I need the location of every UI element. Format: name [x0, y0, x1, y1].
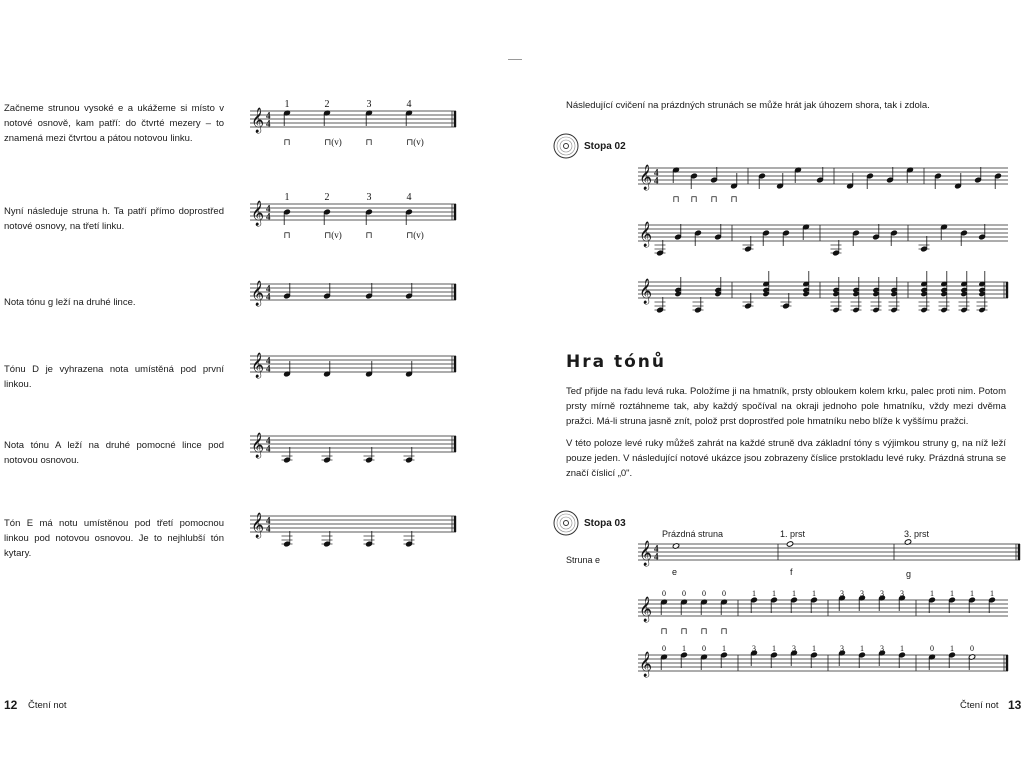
fingering-number: 1	[772, 589, 776, 598]
finger-number: 4	[406, 99, 412, 110]
fingering-number: 0	[702, 644, 706, 653]
staff-exercise-2	[638, 219, 1010, 263]
staff-string-b	[250, 188, 462, 248]
track-02-label: Stopa 02	[584, 140, 626, 152]
string-label: Struna e	[566, 555, 601, 565]
fingering-number: 3	[880, 644, 884, 653]
page-label-right: Čtení not	[960, 700, 999, 711]
stroke-mark: ⊓(v)	[324, 137, 342, 147]
cd-icon	[553, 510, 579, 536]
finger-number: 1	[284, 99, 290, 110]
treble-clef-icon: 𝄞	[639, 540, 653, 565]
treble-clef-icon: 𝄞	[639, 221, 653, 246]
time-signature-top: 4	[266, 355, 271, 366]
staff-string-low-e	[250, 508, 462, 560]
track-02	[553, 133, 626, 159]
stroke-mark: ⊓	[720, 626, 728, 636]
page-number-left: 12	[4, 698, 18, 712]
label-third-finger: 3. prst	[904, 529, 930, 539]
staff-exercise-1	[638, 160, 1010, 208]
stroke-mark: ⊓	[730, 194, 738, 204]
text-string-low-e: Tón E má notu umístěnou pod třetí pomocnou linkou pod notovou osnovou. Je to nejhlubší tón kytary.	[4, 518, 224, 559]
staff-fingering-2	[638, 645, 1010, 689]
text-string-a: Nota tónu A leží na druhé pomocné lince pod notovou osnovou.	[4, 440, 224, 466]
time-signature-top: 4	[266, 203, 271, 214]
staff-string-g	[250, 278, 462, 318]
center-fold-mark	[508, 59, 522, 60]
staff-string-e	[250, 95, 462, 155]
page-label-left: Čtení not	[28, 700, 67, 711]
label-open-string: Prázdná struna	[662, 529, 724, 539]
finger-number: 1	[284, 192, 290, 203]
stroke-mark: ⊓	[690, 194, 698, 204]
fingering-number: 1	[990, 589, 994, 598]
stroke-mark: ⊓	[660, 626, 668, 636]
time-signature-bottom: 4	[266, 211, 271, 222]
finger-number: 2	[324, 99, 330, 110]
intro-text: Následující cvičení na prázdných strunách se může hrát jak úhozem shora, tak i zdola.	[566, 100, 930, 111]
stroke-mark: ⊓	[283, 137, 291, 147]
section-heading: Hra tónů	[566, 352, 667, 372]
fingering-number: 1	[930, 589, 934, 598]
paragraph-left-hand: Teď přijde na řadu levá ruka. Položíme ji na hmatník, prsty obloukem kolem krku, palec proti nim. Potom prsty mírně roztáhneme tak, aby každý spočíval na okraji jednoho pole hmatníku, vždy mezi dvěma pražci. Má-li struna jasně znít, polož prst doprostřed pole hmatníku nebo blíže k vyššímu pražci.	[566, 386, 1006, 427]
time-signature-bottom: 4	[266, 291, 271, 302]
fingering-number: 0	[970, 644, 974, 653]
staff-positions	[638, 538, 1022, 582]
fingering-number: 3	[840, 644, 844, 653]
stroke-mark: ⊓(v)	[324, 230, 342, 240]
treble-clef-icon: 𝄞	[251, 512, 265, 537]
note-name-g: g	[906, 569, 912, 579]
fingering-number: 0	[702, 589, 706, 598]
treble-clef-icon: 𝄞	[639, 596, 653, 621]
fingering-number: 0	[930, 644, 934, 653]
finger-number: 3	[366, 99, 372, 110]
time-signature-bottom: 4	[654, 551, 659, 562]
stroke-mark: ⊓(v)	[406, 137, 424, 147]
time-signature-bottom: 4	[266, 118, 271, 129]
time-signature-bottom: 4	[266, 523, 271, 534]
treble-clef-icon: 𝄞	[639, 651, 653, 676]
text-string-b: Nyní následuje struna h. Ta patří přímo doprostřed notové osnovy, na třetí linku.	[4, 206, 224, 232]
finger-number: 4	[406, 192, 412, 203]
staff-fingering-1	[638, 588, 1010, 638]
fingering-number: 3	[880, 589, 884, 598]
time-signature-top: 4	[654, 543, 659, 554]
staff-string-d	[250, 350, 462, 390]
fingering-number: 1	[860, 644, 864, 653]
fingering-number: 3	[900, 589, 904, 598]
fingering-number: 3	[840, 589, 844, 598]
fingering-number: 1	[812, 589, 816, 598]
fingering-number: 3	[792, 644, 796, 653]
fingering-number: 1	[722, 644, 726, 653]
fingering-number: 0	[662, 644, 666, 653]
time-signature-bottom: 4	[654, 175, 659, 186]
fingering-number: 1	[970, 589, 974, 598]
finger-number: 2	[324, 192, 330, 203]
fingering-number: 1	[950, 644, 954, 653]
fingering-number: 1	[682, 644, 686, 653]
track-03-label: Stopa 03	[584, 517, 626, 529]
cd-icon	[553, 133, 579, 159]
treble-clef-icon: 𝄞	[639, 164, 653, 189]
fingering-number: 1	[950, 589, 954, 598]
treble-clef-icon: 𝄞	[251, 107, 265, 132]
note-name-e: e	[672, 567, 678, 577]
finger-number: 3	[366, 192, 372, 203]
staff-exercise-3	[638, 276, 1010, 320]
stroke-mark: ⊓	[283, 230, 291, 240]
paragraph-fingering: V této poloze levé ruky můžeš zahrát na každé struně dva základní tóny s výjimkou struny g, na níž leží pouze jeden. V následující notové ukázce jsou zobrazeny číslice prstokladu levé ruky. Prázdná struna se značí číslicí „0".	[566, 438, 1006, 479]
time-signature-top: 4	[654, 167, 659, 178]
time-signature-top: 4	[266, 110, 271, 121]
fingering-number: 0	[682, 589, 686, 598]
label-first-finger: 1. prst	[780, 529, 806, 539]
note-name-f: f	[790, 567, 793, 577]
note-head	[786, 541, 793, 547]
stroke-mark: ⊓	[700, 626, 708, 636]
treble-clef-icon: 𝄞	[251, 432, 265, 457]
treble-clef-icon: 𝄞	[251, 280, 265, 305]
time-signature-bottom: 4	[266, 363, 271, 374]
track-03	[553, 510, 626, 536]
fingering-number: 0	[662, 589, 666, 598]
staff-string-a	[250, 426, 462, 474]
fingering-number: 3	[752, 644, 756, 653]
fingering-number: 1	[772, 644, 776, 653]
time-signature-bottom: 4	[266, 443, 271, 454]
stroke-mark: ⊓	[365, 137, 373, 147]
text-string-d: Tónu D je vyhrazena nota umístěná pod první linkou.	[4, 364, 224, 390]
fingering-number: 1	[900, 644, 904, 653]
fingering-number: 1	[812, 644, 816, 653]
fingering-number: 3	[860, 589, 864, 598]
treble-clef-icon: 𝄞	[251, 200, 265, 225]
stroke-mark: ⊓	[680, 626, 688, 636]
page-number-right: 13	[1008, 698, 1022, 712]
time-signature-top: 4	[266, 435, 271, 446]
time-signature-top: 4	[266, 515, 271, 526]
text-string-g: Nota tónu g leží na druhé lince.	[4, 297, 136, 308]
stroke-mark: ⊓(v)	[406, 230, 424, 240]
time-signature-top: 4	[266, 283, 271, 294]
treble-clef-icon: 𝄞	[639, 278, 653, 303]
stroke-mark: ⊓	[365, 230, 373, 240]
fingering-number: 0	[722, 589, 726, 598]
fingering-number: 1	[752, 589, 756, 598]
treble-clef-icon: 𝄞	[251, 352, 265, 377]
text-string-e: Začneme strunou vysoké e a ukážeme si místo v notové osnově, kam patří: do čtvrté mezery – to znamená mezi čtvrtou a pátou notovou linku.	[4, 103, 224, 144]
stroke-mark: ⊓	[672, 194, 680, 204]
fingering-number: 1	[792, 589, 796, 598]
stroke-mark: ⊓	[710, 194, 718, 204]
